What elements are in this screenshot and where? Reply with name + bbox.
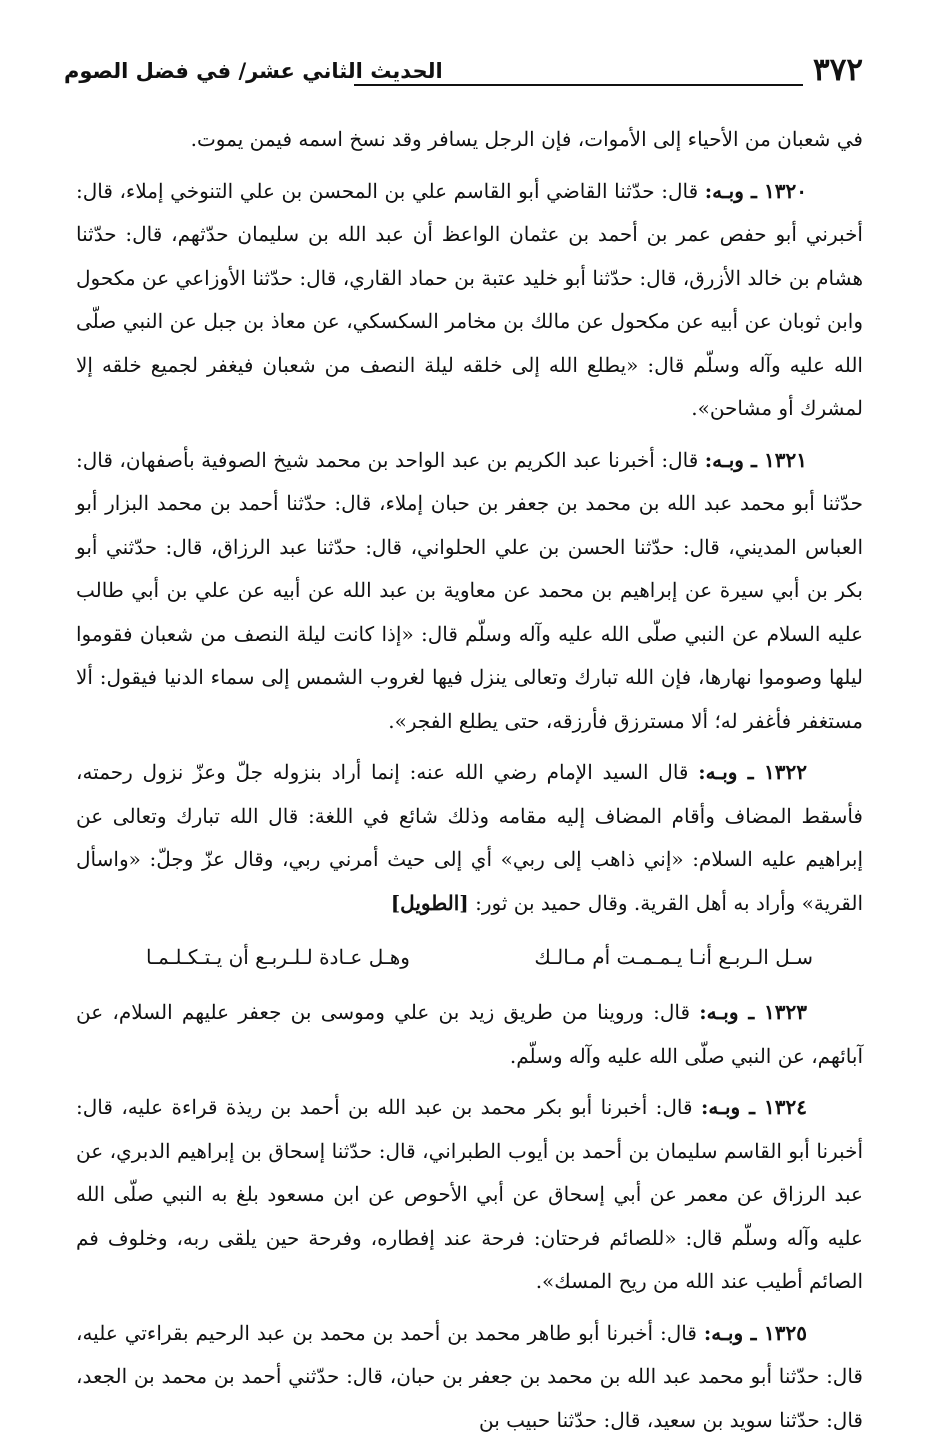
hadith-number: ١٣٢١ ـ وبـه: — [704, 447, 807, 472]
hadith-number: ١٣٢٣ ـ وبـه: — [699, 1000, 807, 1024]
paragraph-text: في شعبان من الأحياء إلى الأموات، فإن الرجل يسافر وقد نسخ اسمه فيمن يموت. — [190, 127, 863, 151]
hadith-text: قال السيد الإمام رضي الله عنه: إنما أراد بنزوله جلّ وعزّ نزول رحمته، فأسقط المضاف وأقام المضاف إليه مقامه وذلك شائع في اللغة: قال الله تبارك وتعالى عن إبراهيم عليه السلام: «إني ذاهب إلى ربي» أي إلى حيث أمرني ربي، وقال عزّ وجلّ: «واسأل القرية» وأراد به أهل القرية. وقال حميد بن ثور: — [76, 760, 863, 915]
running-header — [64, 50, 863, 96]
hadith-text: قال: أخبرنا أبو بكر محمد بن عبد الله بن أحمد بن ريذة قراءة عليه، قال: أخبرنا أبو القاسم سليمان بن أحمد بن أيوب الطبراني، قال: حدّثنا إسحاق بن إبراهيم الدبري، عن عبد الرزاق عن معمر عن أبي إسحاق عن أبي الأحوص عن ابن مسعود بلغ به النبي صلّى الله عليه وآله وسلّم قال: «للصائم فرحتان: فرحة عند إفطاره، وفرحة حين يلقى ربه، وخلوف فم الصائم أطيب عند الله من ريح المسك». — [76, 1095, 863, 1293]
hadith-1325 — [76, 1312, 863, 1443]
hadith-text: قال: وروينا من طريق زيد بن علي وموسى بن جعفر عليهم السلام، عن آبائهم، عن النبي صلّى الله عليه وآله وسلّم. — [76, 1000, 863, 1068]
poem-first-hemistich: سـل الـربـع أنـا يـمـمـت أم مـالـك — [534, 945, 813, 969]
hadith-1323 — [76, 991, 863, 1078]
hadith-number: ١٣٢٤ ـ وبـه: — [701, 1095, 808, 1119]
hadith-text: قال: حدّثنا القاضي أبو القاسم علي بن المحسن بن علي التنوخي إملاء، قال: أخبرني أبو حفص عمر بن أحمد بن عثمان الواعظ أن عبد الله بن سليمان حدّثهم، قال: حدّثنا هشام بن خالد الأزرق، قال: حدّثنا أبو خليد عتبة بن حماد القاري، قال: حدّثنا الأوزاعي عن مكحول وابن ثوبان عن أبيه عن مكحول عن مالك بن مخامر السكسكي، عن معاذ بن جبل عن النبي صلّى الله عليه وآله وسلّم قال: «يطلع الله إلى خلقه ليلة النصف من شعبان فيغفر لجميع خلقه إلا لمشرك أو مشاحن». — [76, 178, 863, 420]
hadith-1322 — [76, 751, 863, 925]
page-number: ٣٧٢ — [813, 52, 863, 88]
paragraph-continuation — [76, 118, 863, 162]
hadith-1324 — [76, 1086, 863, 1304]
hadith-number: ١٣٢٠ ـ وبـه: — [704, 178, 807, 203]
poem-verse — [146, 933, 813, 981]
hadith-1321 — [76, 439, 863, 744]
poem-second-hemistich: وهـل عـادة لـلـربـع أن يـتـكـلـمـا — [146, 945, 410, 969]
hadith-number: ١٣٢٢ ـ وبـه: — [698, 760, 807, 784]
hadith-number: ١٣٢٥ ـ وبـه: — [703, 1320, 807, 1345]
hadith-text: قال: أخبرنا أبو طاهر محمد بن أحمد بن محمد بن عبد الرحيم بقراءتي عليه، قال: حدّثنا أبو محمد عبد الله بن محمد بن جعفر بن حبان، قال: حدّثني أحمد بن محمد بن الجعد، قال: حدّثنا سويد بن سعيد، قال: حدّثنا حبيب بن — [76, 1320, 863, 1432]
page-body — [76, 118, 863, 1450]
meter-tag: [الطويل] — [390, 890, 469, 915]
hadith-text: قال: أخبرنا عبد الكريم بن عبد الواحد بن محمد شيخ الصوفية بأصفهان، قال: حدّثنا أبو محمد عبد الله بن محمد بن جعفر بن حبان إملاء، قال: حدّثنا أحمد بن محمد البزار أبو العباس المديني، قال: حدّثنا الحسن بن علي الحلواني، قال: حدّثنا عبد الرزاق، قال: حدّثني أبو بكر بن أبي سيرة عن إبراهيم بن محمد عن معاوية بن عبد الله عن أبيه عن علي بن أبي طالب عليه السلام عن النبي صلّى الله عليه وآله وسلّم قال: «إذا كانت ليلة النصف من شعبان فقوموا ليلها وصوموا نهارها، فإن الله تبارك وتعالى ينزل فيها لغروب الشمس إلى سماء الدنيا فيقول: ألا مستغفر فأغفر له؛ ألا مسترزق فأرزقه، حتى يطلع الفجر». — [76, 447, 863, 733]
hadith-1320 — [76, 170, 863, 431]
running-title: الحديث الثاني عشر/ في فضل الصوم — [64, 59, 443, 83]
